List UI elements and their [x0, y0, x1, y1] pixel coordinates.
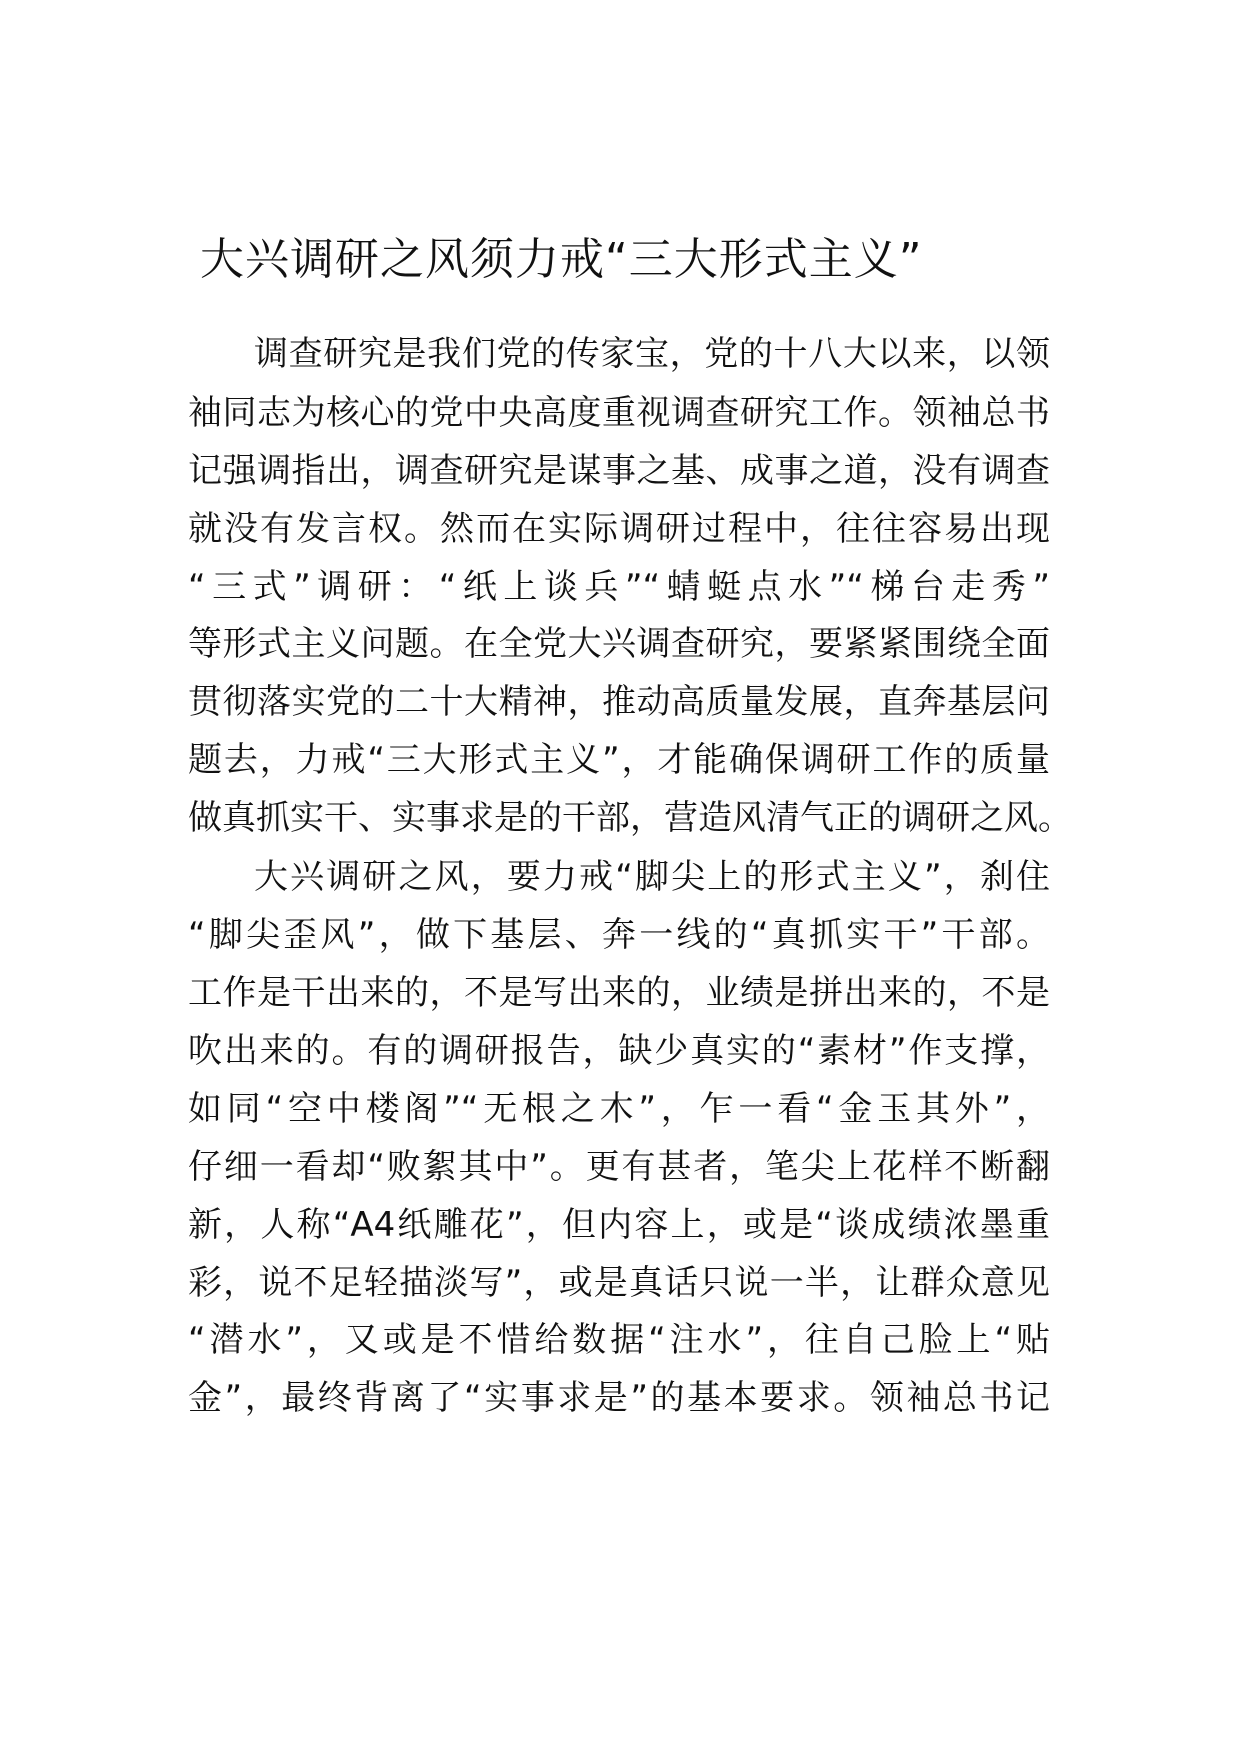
paragraph-2-line-10: 金”，最终背离了“实事求是”的基本要求。领袖总书记	[188, 1378, 1050, 1418]
paragraph-2-line-5: 如同“空中楼阁”“无根之木”，乍一看“金玉其外”，	[188, 1089, 1050, 1129]
paragraph-1-line-9: 做真抓实干、实事求是的干部，营造风清气正的调研之风。	[188, 798, 1072, 838]
paragraph-2-line-3: 工作是干出来的，不是写出来的，业绩是拼出来的，不是	[188, 973, 1050, 1013]
paragraph-2-line-2: “脚尖歪风”，做下基层、奔一线的“真抓实干”干部。	[188, 915, 1050, 955]
paragraph-2-line-1: 大兴调研之风，要力戒“脚尖上的形式主义”，刹住	[254, 857, 1050, 897]
paragraph-1-line-8: 题去，力戒“三大形式主义”，才能确保调研工作的质量	[188, 740, 1050, 780]
paragraph-2-line-8: 彩，说不足轻描淡写”，或是真话只说一半，让群众意见	[188, 1263, 1050, 1303]
paragraph-1-line-3: 记强调指出，调查研究是谋事之基、成事之道，没有调查	[188, 451, 1050, 491]
paragraph-2-line-4: 吹出来的。有的调研报告，缺少真实的“素材”作支撑，	[188, 1031, 1050, 1071]
paragraph-1-line-5: “三式”调研：“纸上谈兵”“蜻蜓点水”“梯台走秀”	[188, 567, 1050, 607]
paragraph-1-line-1: 调查研究是我们党的传家宝，党的十八大以来，以领	[254, 334, 1050, 374]
paragraph-1-line-7: 贯彻落实党的二十大精神，推动高质量发展，直奔基层问	[188, 682, 1050, 722]
paragraph-2-line-6: 仔细一看却“败絮其中”。更有甚者，笔尖上花样不断翻	[188, 1147, 1050, 1187]
paragraph-2-line-7: 新，人称“A4纸雕花”，但内容上，或是“谈成绩浓墨重	[188, 1205, 1050, 1245]
document-title: 大兴调研之风须力戒“三大形式主义”	[200, 234, 923, 285]
paragraph-1-line-6: 等形式主义问题。在全党大兴调查研究，要紧紧围绕全面	[188, 624, 1050, 664]
paragraph-2-line-9: “潜水”，又或是不惜给数据“注水”，往自己脸上“贴	[188, 1320, 1050, 1360]
paragraph-1-line-2: 袖同志为核心的党中央高度重视调查研究工作。领袖总书	[188, 393, 1050, 433]
paragraph-1-line-4: 就没有发言权。然而在实际调研过程中，往往容易出现	[188, 509, 1050, 549]
